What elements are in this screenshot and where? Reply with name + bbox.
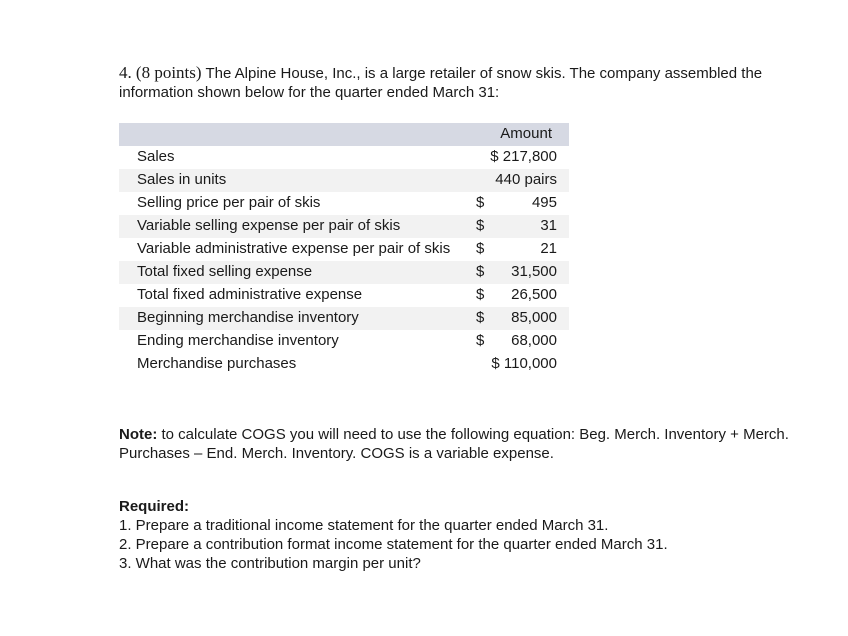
row-label: Sales: [137, 148, 175, 165]
row-label: Ending merchandise inventory: [137, 332, 339, 349]
note-label: Note:: [119, 426, 158, 443]
table-row: [119, 330, 569, 353]
question-intro: [119, 63, 819, 102]
row-label: Variable administrative expense per pair of skis: [137, 240, 451, 257]
table-row: [119, 192, 569, 215]
note-text: to calculate COGS you will need to use the following equation: Beg. Merch. Inventory + Merch. Purchases – End. Merch. Inventory. COGS is a variable expense.: [119, 426, 789, 462]
row-label: Beginning merchandise inventory: [137, 309, 359, 326]
row-value: 31: [540, 217, 557, 234]
table-row: [119, 353, 569, 376]
table-row: [119, 238, 569, 261]
row-value: 31,500: [511, 263, 557, 280]
row-dollar: $: [476, 240, 485, 257]
data-table: [119, 123, 569, 376]
row-label: Merchandise purchases: [137, 355, 297, 372]
row-dollar: $: [476, 194, 485, 211]
row-value: $ 110,000: [491, 355, 557, 372]
table-row: [119, 215, 569, 238]
required-section: [119, 497, 819, 573]
row-dollar: $: [476, 332, 485, 349]
table-row: [119, 169, 569, 192]
row-label: Sales in units: [137, 171, 227, 188]
required-item: 2. Prepare a contribution format income statement for the quarter ended March 31.: [119, 536, 668, 553]
row-dollar: $: [476, 217, 485, 234]
row-value: 21: [540, 240, 557, 257]
row-dollar: $: [476, 309, 485, 326]
required-title: Required:: [119, 498, 190, 515]
question-number: 4.: [119, 63, 132, 82]
row-label: Selling price per pair of skis: [137, 194, 321, 211]
question-text: The Alpine House, Inc., is a large retailer of snow skis. The company assembled the information shown below for the quarter ended March 31:: [119, 65, 763, 101]
table-row: [119, 307, 569, 330]
row-label: Total fixed selling expense: [137, 263, 313, 280]
table-row: [119, 261, 569, 284]
table-header: [119, 123, 569, 146]
row-value: 85,000: [511, 309, 557, 326]
question-points: (8 points): [135, 63, 202, 82]
amount-header: Amount: [500, 125, 552, 142]
row-dollar: $: [476, 286, 485, 303]
row-label: Variable selling expense per pair of skis: [137, 217, 401, 234]
required-item: 3. What was the contribution margin per unit?: [119, 555, 421, 572]
note-paragraph: [119, 425, 819, 463]
required-item: 1. Prepare a traditional income statement for the quarter ended March 31.: [119, 517, 609, 534]
table-row: [119, 146, 569, 169]
row-value: $ 217,800: [490, 148, 557, 165]
row-value: 440 pairs: [495, 171, 557, 188]
row-label: Total fixed administrative expense: [137, 286, 363, 303]
table-row: [119, 284, 569, 307]
row-value: 68,000: [511, 332, 557, 349]
row-value: 495: [531, 194, 557, 211]
row-value: 26,500: [511, 286, 557, 303]
row-dollar: $: [476, 263, 485, 280]
